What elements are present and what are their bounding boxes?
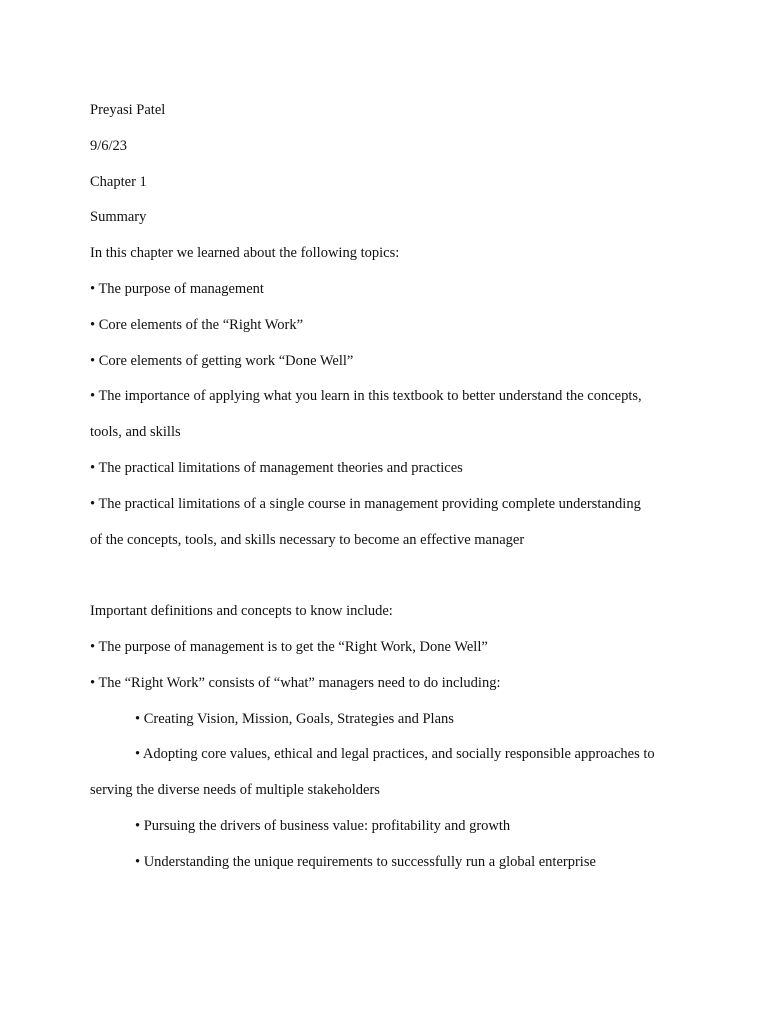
chapter-title: Chapter 1 xyxy=(90,173,147,190)
definition-item: • The purpose of management is to get the “Right Work, Done Well” xyxy=(90,638,488,655)
definition-item: • The “Right Work” consists of “what” managers need to do including: xyxy=(90,674,501,691)
summary-topic: • The practical limitations of management theories and practices xyxy=(90,459,463,476)
document-date: 9/6/23 xyxy=(90,137,128,154)
definition-subitem-continued: serving the diverse needs of multiple stakeholders xyxy=(90,782,380,799)
definition-subitem: • Creating Vision, Mission, Goals, Strategies and Plans xyxy=(135,710,454,727)
paragraph-spacer xyxy=(90,558,708,594)
summary-topic: • The purpose of management xyxy=(90,280,264,297)
summary-topic-continued: tools, and skills xyxy=(90,424,181,441)
summary-topic: • Core elements of getting work “Done Well” xyxy=(90,352,354,369)
section-title: Summary xyxy=(90,209,147,226)
summary-topic: • Core elements of the “Right Work” xyxy=(90,316,304,333)
definition-subitem: • Pursuing the drivers of business value: profitability and growth xyxy=(135,817,511,834)
definition-subitem: • Adopting core values, ethical and legal practices, and socially responsible approaches to xyxy=(135,746,655,763)
definitions-intro: Important definitions and concepts to know include: xyxy=(90,603,393,620)
summary-topic: • The practical limitations of a single course in management providing complete understanding xyxy=(90,495,641,512)
definition-subitem: • Understanding the unique requirements to successfully run a global enterprise xyxy=(135,853,596,870)
author-name: Preyasi Patel xyxy=(90,102,166,118)
summary-topic: • The importance of applying what you learn in this textbook to better understand the concepts, xyxy=(90,388,642,405)
summary-topic-continued: of the concepts, tools, and skills necessary to become an effective manager xyxy=(90,531,525,548)
summary-intro: In this chapter we learned about the following topics: xyxy=(90,245,400,262)
